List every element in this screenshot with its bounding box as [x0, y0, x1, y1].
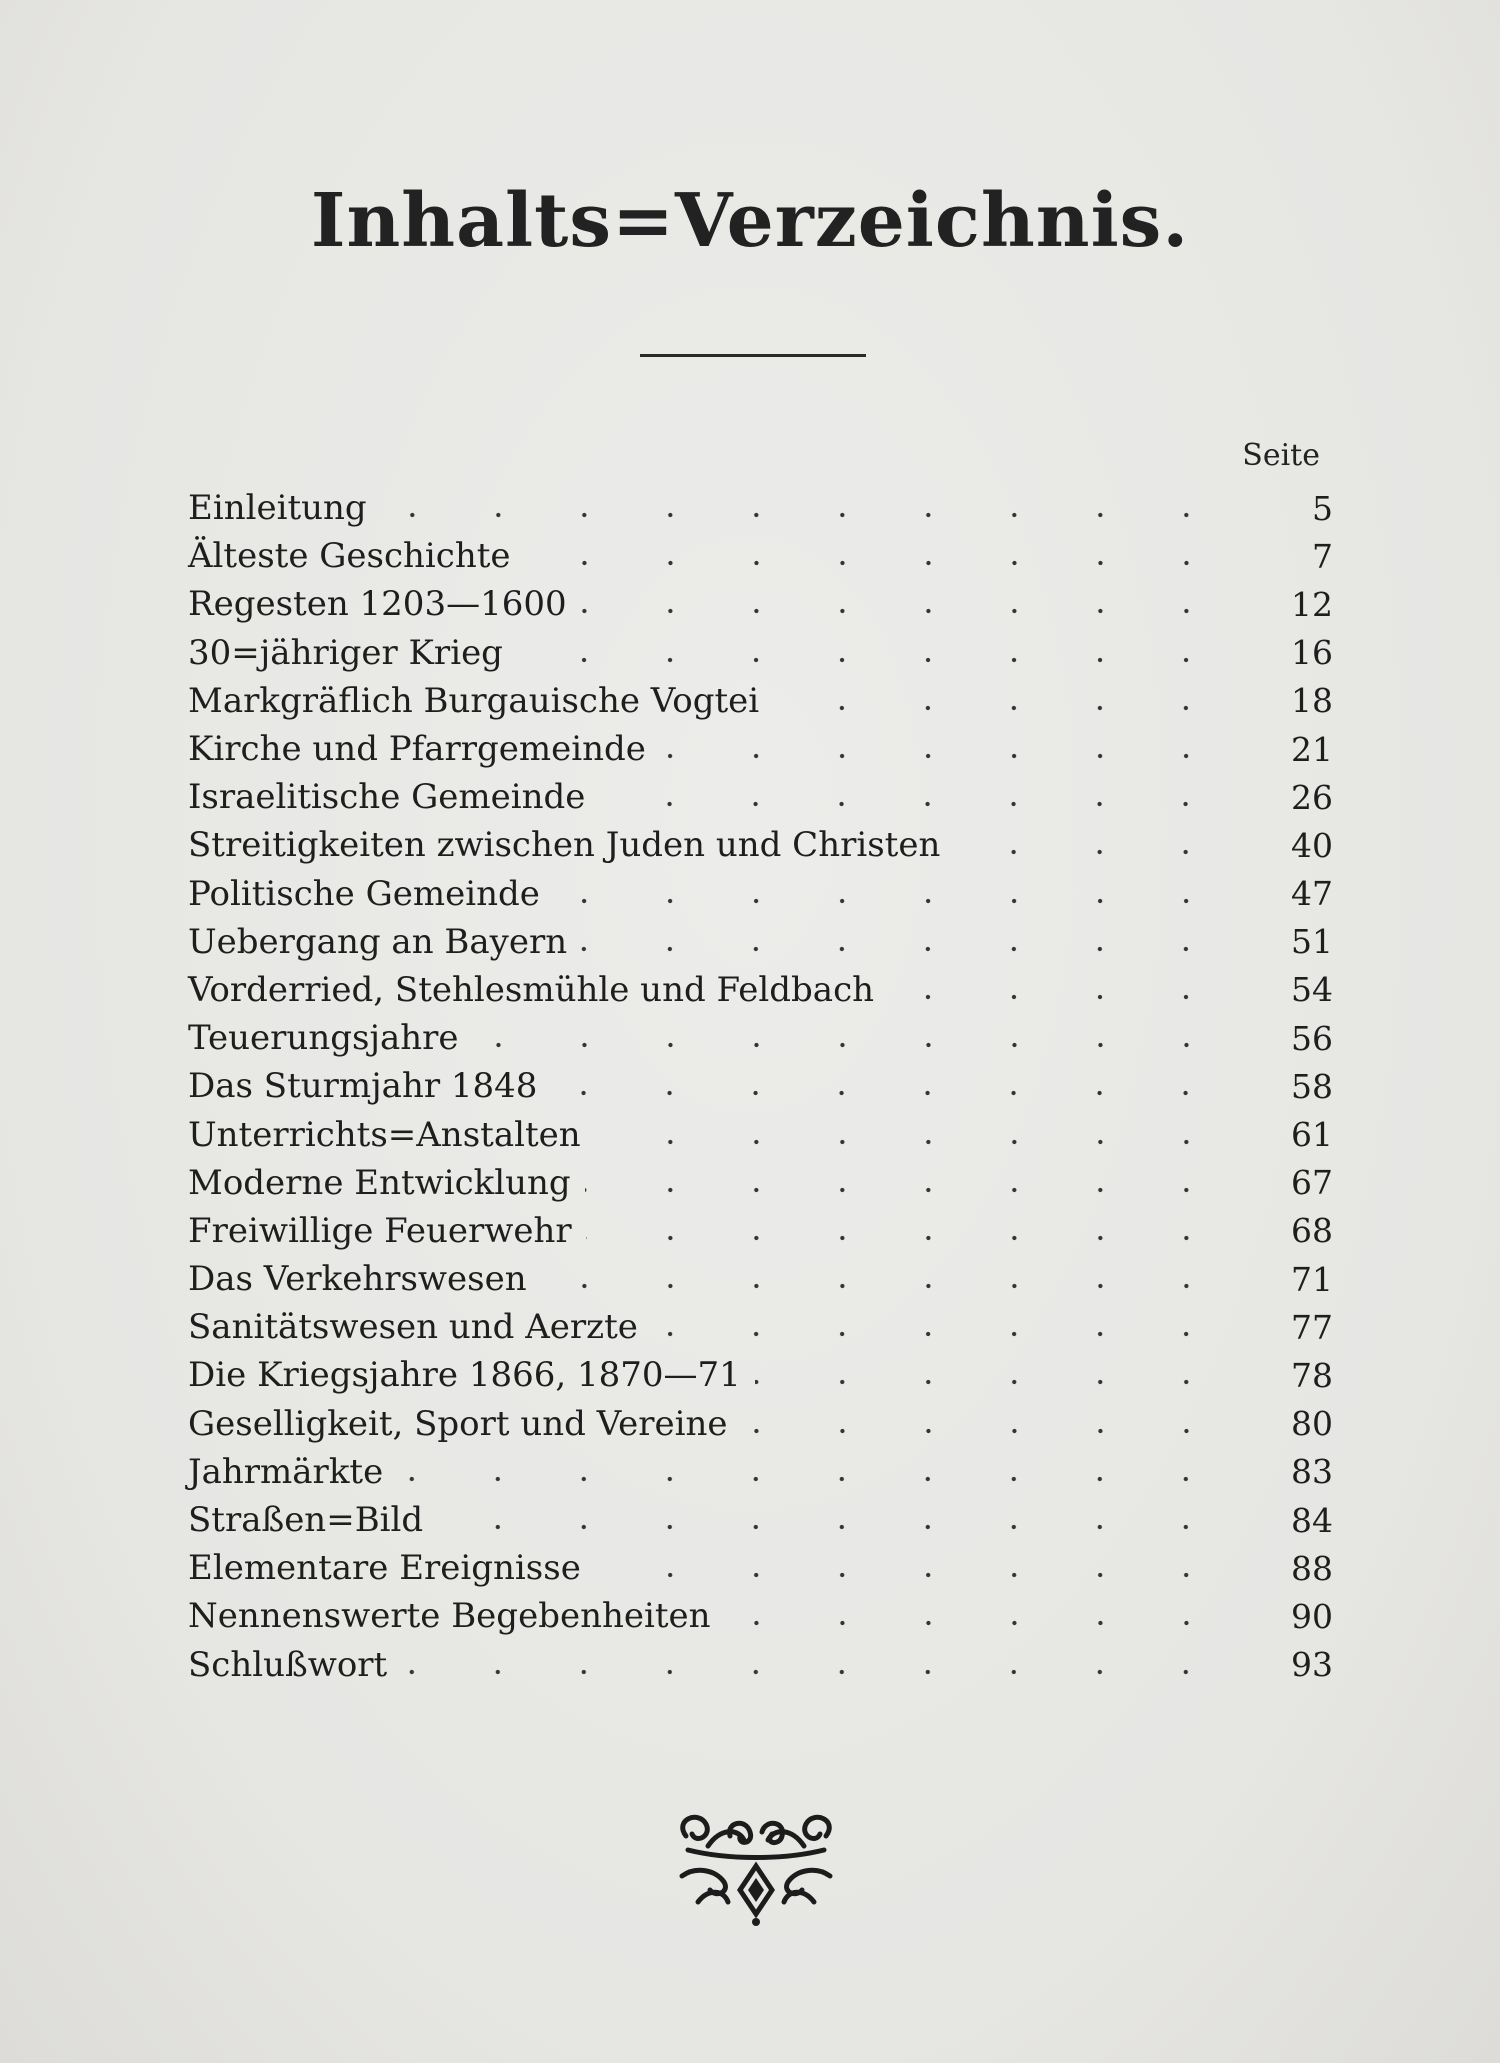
toc-entry-title: Älteste Geschichte: [188, 536, 511, 577]
toc-entry-page: 93: [1291, 1645, 1333, 1685]
dot-leader: [652, 1331, 1229, 1337]
toc-entry-title: Vorderried, Stehlesmühle und Feldbach: [188, 969, 875, 1010]
toc-entry-page: 47: [1291, 874, 1333, 914]
toc-entry-page: 26: [1291, 777, 1333, 817]
toc-entry-page: 56: [1291, 1018, 1333, 1058]
toc-entry-page: 84: [1291, 1500, 1333, 1540]
dot-leader: [954, 849, 1229, 855]
toc-entry-page: 90: [1291, 1596, 1333, 1636]
scroll-ornament-icon: [668, 1806, 844, 1928]
toc-entry: [188, 725, 1333, 773]
table-of-contents: [188, 484, 1333, 1689]
dot-leader: [773, 705, 1229, 711]
toc-entry-page: 5: [1312, 488, 1333, 528]
dot-leader: [437, 1524, 1229, 1530]
toc-entry-title: Die Kriegsjahre 1866, 1870—71: [188, 1355, 741, 1396]
dot-leader: [551, 1090, 1229, 1096]
toc-entry-page: 83: [1291, 1452, 1333, 1492]
toc-entry-title: Geselligkeit, Sport und Vereine: [188, 1403, 728, 1444]
toc-entry-page: 78: [1291, 1355, 1333, 1395]
toc-entry: [188, 629, 1333, 677]
toc-entry: [188, 1496, 1333, 1544]
page-column-header: Seite: [1242, 438, 1320, 473]
toc-entry-title: Das Verkehrswesen: [188, 1259, 527, 1300]
toc-entry-title: Schlußwort: [188, 1644, 388, 1685]
toc-entry-page: 21: [1291, 729, 1333, 769]
toc-entry-page: 51: [1291, 922, 1333, 962]
toc-entry: [188, 821, 1333, 869]
toc-entry: [188, 1207, 1333, 1255]
dot-leader: [660, 753, 1229, 759]
dot-leader: [473, 1042, 1229, 1048]
toc-entry: [188, 1159, 1333, 1207]
toc-entry-title: Kirche und Pfarrgemeinde: [188, 729, 646, 770]
toc-entry-title: Das Sturmjahr 1848: [188, 1066, 538, 1107]
toc-entry: [188, 773, 1333, 821]
toc-entry-title: Regesten 1203—1600: [188, 584, 567, 625]
toc-entry-page: 71: [1291, 1259, 1333, 1299]
dot-leader: [586, 1235, 1229, 1241]
dot-leader: [581, 946, 1229, 952]
toc-entry-page: 7: [1312, 536, 1333, 576]
toc-entry-title: Jahrmärkte: [188, 1451, 384, 1492]
toc-entry-title: Straßen=Bild: [188, 1500, 424, 1541]
toc-entry: [188, 484, 1333, 532]
toc-entry-page: 54: [1291, 970, 1333, 1010]
title-divider: [640, 354, 866, 357]
toc-entry-page: 12: [1291, 584, 1333, 624]
toc-entry-title: Freiwillige Feuerwehr: [188, 1210, 572, 1251]
toc-entry-page: 88: [1291, 1548, 1333, 1588]
toc-entry: [188, 1255, 1333, 1303]
dot-leader: [541, 1283, 1229, 1289]
toc-entry: [188, 1303, 1333, 1351]
toc-entry: [188, 580, 1333, 628]
toc-entry-title: Israelitische Gemeinde: [188, 777, 586, 818]
toc-entry-title: Uebergang an Bayern: [188, 921, 568, 962]
toc-entry: [188, 1062, 1333, 1110]
toc-entry-page: 16: [1291, 633, 1333, 673]
dot-leader: [755, 1379, 1229, 1385]
dot-leader: [517, 657, 1229, 663]
dot-leader: [525, 560, 1229, 566]
toc-entry-page: 67: [1291, 1163, 1333, 1203]
toc-entry: [188, 532, 1333, 580]
dot-leader: [585, 1187, 1229, 1193]
toc-entry-page: 18: [1291, 681, 1333, 721]
toc-entry-title: Nennenswerte Begebenheiten: [188, 1596, 711, 1637]
dot-leader: [742, 1428, 1229, 1434]
toc-entry-page: 68: [1291, 1211, 1333, 1251]
toc-entry-title: Markgräflich Burgauische Vogtei: [188, 680, 760, 721]
dot-leader: [397, 1476, 1229, 1482]
toc-entry: [188, 918, 1333, 966]
toc-entry: [188, 870, 1333, 918]
toc-entry-title: Teuerungsjahre: [188, 1018, 459, 1059]
dot-leader: [888, 994, 1229, 1000]
toc-entry-page: 58: [1291, 1066, 1333, 1106]
dot-leader: [595, 1139, 1229, 1145]
toc-entry-page: 61: [1291, 1115, 1333, 1155]
toc-entry-title: Einleitung: [188, 488, 367, 529]
toc-entry-title: Politische Gemeinde: [188, 873, 540, 914]
dot-leader: [595, 1572, 1229, 1578]
toc-entry-page: 40: [1291, 825, 1333, 865]
toc-entry-title: Elementare Ereignisse: [188, 1548, 581, 1589]
dot-leader: [381, 512, 1229, 518]
toc-entry-title: Unterrichts=Anstalten: [188, 1114, 581, 1155]
toc-entry-title: Streitigkeiten zwischen Juden und Christen: [188, 825, 941, 866]
toc-entry: [188, 1400, 1333, 1448]
toc-entry: [188, 1641, 1333, 1689]
toc-entry-page: 77: [1291, 1307, 1333, 1347]
toc-entry: [188, 1592, 1333, 1640]
toc-entry: [188, 1351, 1333, 1399]
toc-entry: [188, 1448, 1333, 1496]
toc-entry: [188, 1544, 1333, 1592]
toc-entry-title: Moderne Entwicklung: [188, 1162, 571, 1203]
toc-entry: [188, 966, 1333, 1014]
page-title: Inhalts=Verzeichnis.: [310, 178, 1190, 264]
toc-entry: [188, 677, 1333, 725]
toc-entry: [188, 1110, 1333, 1158]
dot-leader: [581, 608, 1229, 614]
dot-leader: [725, 1620, 1229, 1626]
dot-leader: [554, 898, 1229, 904]
dot-leader: [401, 1669, 1229, 1675]
toc-entry-title: Sanitätswesen und Aerzte: [188, 1307, 638, 1348]
toc-entry-page: 80: [1291, 1404, 1333, 1444]
dot-leader: [599, 801, 1229, 807]
toc-entry-title: 30=jähriger Krieg: [188, 632, 503, 673]
toc-entry: [188, 1014, 1333, 1062]
